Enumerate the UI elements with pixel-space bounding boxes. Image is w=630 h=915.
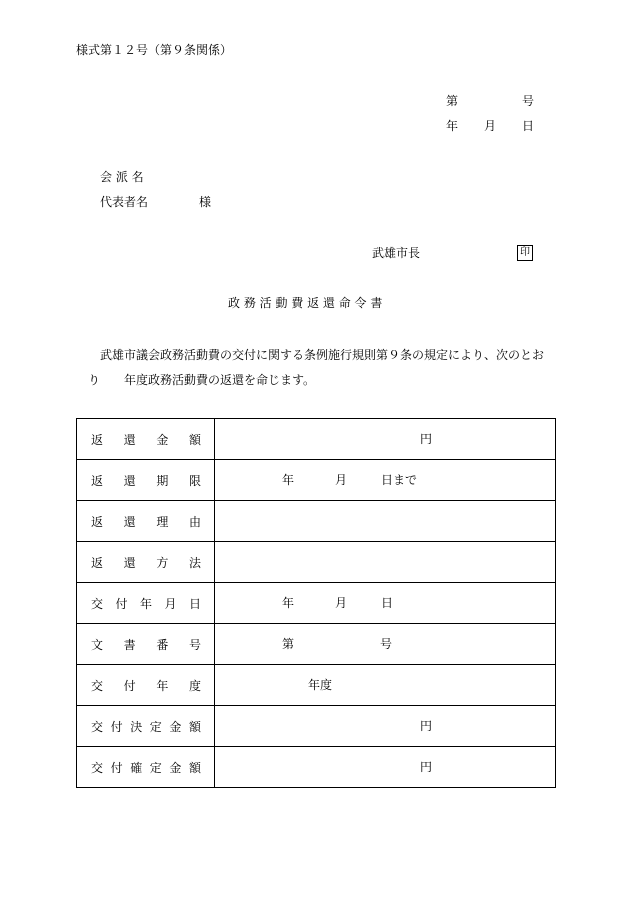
- document-number-value-cell[interactable]: [215, 624, 556, 665]
- return-reason-label: [77, 513, 214, 530]
- label-char: 定: [149, 760, 162, 775]
- label-char: 年: [139, 596, 152, 611]
- doc-number-go: 号: [522, 94, 535, 108]
- value-text: 年: [282, 473, 295, 487]
- label-char: 交: [91, 678, 104, 693]
- table-row: [77, 501, 556, 542]
- table-row: [77, 747, 556, 788]
- label-char: 定: [149, 719, 162, 734]
- table-row: [77, 665, 556, 706]
- label-char: 金: [169, 760, 182, 775]
- date-day: 日: [522, 119, 535, 133]
- label-char: 番: [156, 637, 169, 652]
- label-char: 還: [123, 555, 136, 570]
- label-char: 法: [188, 555, 201, 570]
- grant-fiscal-year-label-cell: [77, 665, 215, 706]
- value-text: 月: [335, 473, 348, 487]
- label-char: 日: [188, 596, 201, 611]
- label-char: 付: [115, 596, 128, 611]
- seal-stamp: 印: [517, 245, 533, 261]
- return-deadline-label-cell: [77, 460, 215, 501]
- return-order-table: [76, 418, 556, 788]
- label-char: 年: [156, 678, 169, 693]
- return-deadline-label: [77, 472, 214, 489]
- grant-date-label-cell: [77, 583, 215, 624]
- label-char: 額: [188, 719, 201, 734]
- label-char: 月: [164, 596, 177, 611]
- table-row: [77, 624, 556, 665]
- grant-decision-amount-label: [77, 718, 214, 735]
- grant-decision-amount-label-cell: [77, 706, 215, 747]
- label-char: 決: [130, 719, 143, 734]
- grant-confirmed-amount-label-cell: [77, 747, 215, 788]
- value-text: 日: [381, 596, 394, 610]
- label-char: 交: [91, 596, 104, 611]
- body-line-2-start: り: [88, 373, 101, 387]
- kaiha-label: 会 派 名: [100, 170, 144, 184]
- doc-number-dai: 第: [446, 94, 459, 108]
- label-char: 返: [91, 555, 104, 570]
- return-method-label: [77, 554, 214, 571]
- label-char: 書: [123, 637, 136, 652]
- document-number-label: [77, 636, 214, 653]
- grant-confirmed-amount-label: [77, 759, 214, 776]
- label-char: 号: [188, 637, 201, 652]
- label-char: 理: [156, 514, 169, 529]
- table-row: [77, 542, 556, 583]
- table-row: [77, 419, 556, 460]
- value-text: 円: [420, 719, 433, 733]
- grant-fiscal-year-label: [77, 677, 214, 694]
- label-char: 返: [91, 432, 104, 447]
- label-char: 返: [91, 473, 104, 488]
- date-month: 月: [484, 119, 497, 133]
- return-amount-value-cell[interactable]: [215, 419, 556, 460]
- value-text: 日まで: [381, 473, 418, 487]
- value-text: 第: [282, 637, 295, 651]
- document-title: 政 務 活 動 費 返 還 命 令 書: [228, 296, 383, 310]
- value-text: 月: [335, 596, 348, 610]
- value-text: 年度: [308, 678, 333, 692]
- label-char: 額: [188, 760, 201, 775]
- label-char: 付: [110, 719, 123, 734]
- label-char: 確: [130, 760, 143, 775]
- value-text: 円: [420, 760, 433, 774]
- sama-honorific: 様: [199, 195, 212, 209]
- label-char: 金: [169, 719, 182, 734]
- grant-date-value-cell[interactable]: [215, 583, 556, 624]
- return-deadline-value-cell[interactable]: [215, 460, 556, 501]
- grant-decision-amount-value-cell[interactable]: [215, 706, 556, 747]
- label-char: 付: [110, 760, 123, 775]
- return-method-label-cell: [77, 542, 215, 583]
- table-row: [77, 706, 556, 747]
- label-char: 文: [91, 637, 104, 652]
- document-number-label-cell: [77, 624, 215, 665]
- return-reason-value-cell[interactable]: [215, 501, 556, 542]
- return-reason-label-cell: [77, 501, 215, 542]
- return-method-value-cell[interactable]: [215, 542, 556, 583]
- label-char: 還: [123, 514, 136, 529]
- grant-fiscal-year-value-cell[interactable]: [215, 665, 556, 706]
- value-text: 号: [380, 637, 393, 651]
- label-char: 度: [188, 678, 201, 693]
- value-text: 円: [420, 432, 433, 446]
- return-amount-label-cell: [77, 419, 215, 460]
- label-char: 限: [188, 473, 201, 488]
- label-char: 由: [188, 514, 201, 529]
- table-row: [77, 583, 556, 624]
- grant-confirmed-amount-value-cell[interactable]: [215, 747, 556, 788]
- label-char: 還: [123, 473, 136, 488]
- label-char: 返: [91, 514, 104, 529]
- grant-date-label: [77, 595, 214, 612]
- label-char: 額: [188, 432, 201, 447]
- table-row: [77, 460, 556, 501]
- label-char: 付: [123, 678, 136, 693]
- issuer-title: 武雄市長: [372, 246, 421, 260]
- body-line-2-rest: 年度政務活動費の返還を命じます。: [124, 373, 316, 387]
- value-text: 年: [282, 596, 295, 610]
- label-char: 期: [156, 473, 169, 488]
- label-char: 金: [156, 432, 169, 447]
- return-amount-label: [77, 431, 214, 448]
- label-char: 還: [123, 432, 136, 447]
- form-number: 様式第１２号（第９条関係）: [76, 43, 233, 57]
- representative-label: 代表者名: [100, 195, 149, 209]
- label-char: 交: [91, 760, 104, 775]
- body-line-1: 武雄市議会政務活動費の交付に関する条例施行規則第９条の規定により、次のとお: [100, 348, 545, 362]
- label-char: 方: [156, 555, 169, 570]
- label-char: 交: [91, 719, 104, 734]
- date-year: 年: [446, 119, 459, 133]
